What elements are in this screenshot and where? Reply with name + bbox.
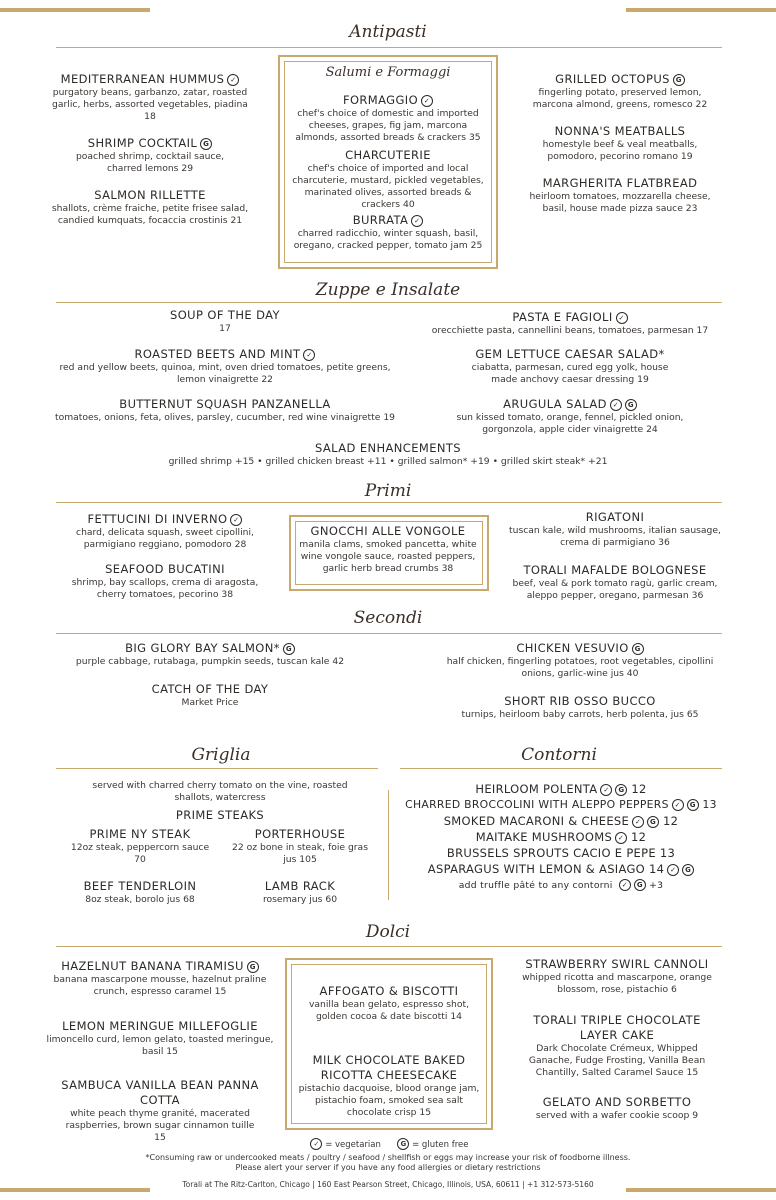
item-desc: banana mascarpone mousse, hazelnut praline crunch, espresso caramel 15: [53, 974, 267, 997]
item-desc: 22 oz bone in steak, foie gras jus 105: [232, 842, 368, 865]
divider: [56, 633, 722, 634]
item-name: MARGHERITA FLATBREAD: [542, 176, 698, 190]
menu-item: [45, 959, 275, 998]
item-desc: white peach thyme granité, macerated raspberries, brown sugar cinnamon tuille 15: [65, 1108, 255, 1143]
item-desc: turnips, heirloom baby carrots, herb polenta, jus 65: [461, 709, 699, 720]
item-name: LEMON MERINGUE MILLEFOGLIE: [62, 1019, 258, 1033]
item-price: 12: [631, 830, 647, 844]
contorni-item: [400, 861, 722, 877]
item-name: GEM LETTUCE CAESAR SALAD*: [475, 347, 665, 361]
item-desc: shrimp, bay scallops, crema di aragosta, cherry tomatoes, pecorino 38: [71, 577, 259, 600]
item-desc: whipped ricotta and mascarpone, orange blossom, rose, pistachio 6: [522, 972, 712, 995]
vegetarian-icon: ✓: [310, 1138, 322, 1150]
menu-item: [65, 827, 215, 866]
item-name: BURRATA: [352, 213, 409, 227]
item-name: SALMON RILLETTE: [94, 188, 206, 202]
menu-item: [110, 682, 310, 709]
section-title-dolci: Dolci: [365, 922, 411, 942]
item-name: GRILLED OCTOPUS: [555, 72, 670, 86]
menu-item: [40, 72, 260, 123]
item-name: CHARRED BROCCOLINI WITH ALEPPO PEPPERS: [405, 798, 669, 811]
vegetarian-icon: ✓: [227, 74, 239, 86]
item-name: ARUGULA SALAD: [503, 397, 607, 411]
item-name: PRIME NY STEAK: [89, 827, 191, 841]
item-name: PASTA E FAGIOLI: [512, 310, 613, 324]
item-name: SHORT RIB OSSO BUCCO: [504, 694, 656, 708]
item-desc: poached shrimp, cocktail sauce, charred lemons 29: [75, 151, 225, 174]
vegetarian-icon: ✓: [230, 514, 242, 526]
section-title-zuppe: Zuppe e Insalate: [315, 280, 461, 300]
menu-item: [48, 188, 252, 227]
gluten-free-icon: G: [397, 1138, 409, 1150]
item-price: 13: [702, 798, 717, 811]
menu-item: [60, 641, 360, 668]
vegetarian-icon: ✓: [615, 832, 627, 844]
item-desc: red and yellow beets, quinoa, mint, oven dried tomatoes, petite greens, lemon vinaigrette 22: [59, 362, 391, 385]
item-name: ASPARAGUS WITH LEMON & ASIAGO 14: [427, 862, 665, 876]
section-title-contorni: Contorni: [521, 745, 597, 765]
item-name: RIGATONI: [585, 510, 645, 524]
gluten-free-icon: G: [625, 399, 637, 411]
gluten-free-icon: G: [682, 864, 694, 876]
vegetarian-icon: ✓: [632, 816, 644, 828]
vegetarian-icon: ✓: [667, 864, 679, 876]
gluten-free-icon: G: [632, 643, 644, 655]
menu-item: [290, 93, 486, 144]
gluten-free-icon: G: [687, 799, 699, 811]
item-desc: tomatoes, onions, feta, olives, parsley, cucumber, red wine vinaigrette 19: [54, 412, 396, 423]
item-desc: served with a wafer cookie scoop 9: [535, 1110, 699, 1121]
item-name: FORMAGGIO: [342, 93, 419, 107]
item-desc: tuscan kale, wild mushrooms, italian sausage, crema di parmigiano 36: [509, 525, 721, 548]
item-name: LAMB RACK: [264, 879, 336, 893]
menu-item: [100, 441, 676, 468]
menu-item: [512, 957, 722, 996]
section-title-griglia: Griglia: [191, 745, 251, 765]
menu-item: [450, 397, 690, 436]
contorni-item: [400, 845, 722, 861]
item-price: 12: [663, 814, 679, 828]
item-desc: manila clams, smoked pancetta, white wine vongole sauce, roasted peppers, garlic herb bread crumbs 38: [299, 539, 477, 574]
gluten-free-icon: G: [634, 879, 646, 891]
menu-item: [60, 879, 220, 906]
item-desc: rosemary jus 60: [262, 894, 338, 905]
menu-item: [460, 347, 680, 386]
item-desc: charred radicchio, winter squash, basil, oregano, cracked pepper, tomato jam 25: [293, 228, 483, 251]
item-desc: beef, veal & pork tomato ragù, garlic cream, aleppo pepper, oregano, parmesan 36: [512, 578, 718, 601]
vegetarian-icon: ✓: [303, 349, 315, 361]
item-name: GELATO AND SORBETTO: [542, 1095, 692, 1109]
item-name: FETTUCINI DI INVERNO: [87, 512, 228, 526]
item-name: CATCH OF THE DAY: [151, 682, 269, 696]
menu-item: [296, 1053, 482, 1119]
vegetarian-icon: ✓: [616, 312, 628, 324]
item-desc: pistachio dacquoise, blood orange jam, pistachio foam, smoked sea salt chocolate crisp 15: [298, 1083, 480, 1118]
menu-item: [520, 176, 720, 215]
item-desc: sun kissed tomato, orange, fennel, pickled onion, gorgonzola, apple cider vinaigrette 24: [456, 412, 684, 435]
item-name: GNOCCHI ALLE VONGOLE: [310, 524, 466, 538]
item-desc: grilled shrimp +15 • grilled chicken breast +11 • grilled salmon* +19 • grilled skirt steak* +21: [168, 456, 608, 467]
menu-item: [527, 1013, 707, 1079]
legend: [0, 1138, 776, 1150]
section-title-secondi: Secondi: [353, 608, 423, 628]
legend-veg: = vegetarian: [325, 1140, 381, 1150]
menu-item: [100, 308, 350, 335]
item-name: add truffle pâté to any contorni: [458, 880, 613, 891]
menu-item: [420, 310, 720, 337]
menu-item: [500, 510, 730, 549]
footer-address: Torali at The Ritz-Carlton, Chicago | 160 East Pearson Street, Chicago, Illinois, USA, 60611 | +1 312-573-5160: [182, 1180, 594, 1189]
vegetarian-icon: ✓: [411, 215, 423, 227]
item-name: BUTTERNUT SQUASH PANZANELLA: [119, 397, 331, 411]
item-desc: limoncello curd, lemon gelato, toasted meringue, basil 15: [46, 1034, 274, 1057]
item-desc: heirloom tomatoes, mozzarella cheese, basil, house made pizza sauce 23: [529, 191, 711, 214]
gluten-free-icon: G: [673, 74, 685, 86]
divider: [56, 768, 378, 769]
prime-steaks-heading: [120, 808, 320, 823]
item-name: TORALI TRIPLE CHOCOLATE LAYER CAKE: [533, 1013, 701, 1042]
menu-item: [527, 1095, 707, 1122]
item-name: MAITAKE MUSHROOMS: [475, 830, 613, 844]
gluten-free-icon: G: [647, 816, 659, 828]
divider: [56, 302, 722, 303]
item-desc: 12oz steak, peppercorn sauce 70: [70, 842, 210, 865]
item-name: CHICKEN VESUVIO: [516, 641, 629, 655]
divider: [56, 47, 722, 48]
menu-item: [290, 148, 486, 211]
item-name: CHARCUTERIE: [345, 148, 431, 162]
menu-item: [45, 397, 405, 424]
item-name: MEDITERRANEAN HUMMUS: [60, 72, 225, 86]
gluten-free-icon: G: [200, 138, 212, 150]
menu-item: [296, 984, 482, 1023]
item-desc: Dark Chocolate Crémeux, Whipped Ganache, Fudge Frosting, Vanilla Bean Chantilly, Salted Caramel Sauce 15: [528, 1043, 706, 1078]
gluten-free-icon: G: [247, 961, 259, 973]
item-desc: shallots, crème fraiche, petite frisee salad, candied kumquats, focaccia crostinis 21: [51, 203, 249, 226]
legend-gf: = gluten free: [412, 1140, 469, 1150]
divider: [400, 768, 722, 769]
contorni-item: [378, 797, 744, 813]
item-name: SHRIMP COCKTAIL: [87, 136, 198, 150]
item-desc: Market Price: [181, 697, 239, 708]
item-desc: fingerling potato, preserved lemon, marcona almond, greens, romesco 22: [532, 87, 708, 110]
vegetarian-icon: ✓: [672, 799, 684, 811]
item-desc: 8oz steak, borolo jus 68: [85, 894, 195, 905]
menu-item: [298, 524, 478, 575]
menu-item: [60, 512, 270, 551]
menu-item: [225, 827, 375, 866]
item-name: PORTERHOUSE: [254, 827, 346, 841]
item-desc: chard, delicata squash, sweet cipollini, parmigiano reggiano, pomodoro 28: [76, 527, 254, 550]
gluten-free-icon: G: [283, 643, 295, 655]
item-name: BRUSSELS SPROUTS CACIO E PEPE 13: [446, 846, 676, 860]
item-desc: chef's choice of domestic and imported cheeses, grapes, fig jam, marcona almonds, assorted breads & crackers 35: [295, 108, 481, 143]
menu-item: [60, 136, 240, 175]
item-price: 12: [631, 782, 647, 796]
menu-item: [60, 562, 270, 601]
item-name: HAZELNUT BANANA TIRAMISU: [61, 959, 244, 973]
item-name: SALAD ENHANCEMENTS: [314, 441, 462, 455]
corner-accent: [0, 8, 150, 12]
menu-item: [60, 1078, 260, 1144]
item-name: SEAFOOD BUCATINI: [105, 562, 225, 576]
corner-accent: [626, 8, 776, 12]
item-price: 18: [144, 111, 156, 122]
vegetarian-icon: ✓: [610, 399, 622, 411]
item-name: TORALI MAFALDE BOLOGNESE: [523, 563, 707, 577]
intro-text: served with charred cherry tomato on the vine, roasted shallots, watercress: [92, 780, 348, 803]
vegetarian-icon: ✓: [619, 879, 631, 891]
box-title: Salumi e Formaggi: [325, 65, 451, 80]
menu-item: [500, 563, 730, 602]
item-name: SOUP OF THE DAY: [170, 308, 280, 322]
vegetarian-icon: ✓: [600, 784, 612, 796]
item-desc: 17: [219, 323, 231, 334]
item-desc: purgatory beans, garbanzo, zatar, roasted garlic, herbs, assorted vegetables, piadina: [52, 87, 248, 110]
box-content: [288, 67, 488, 79]
menu-item: [440, 694, 720, 721]
item-desc: homestyle beef & veal meatballs, pomodoro, pecorino romano 19: [542, 139, 698, 162]
item-desc: half chicken, fingerling potatoes, root vegetables, cipollini onions, garlic-wine jus 40: [446, 656, 714, 679]
gluten-free-icon: G: [615, 784, 627, 796]
item-name: SAMBUCA VANILLA BEAN PANNA COTTA: [61, 1078, 259, 1107]
item-name: AFFOGATO & BISCOTTI: [319, 984, 459, 998]
contorni-item: [400, 813, 722, 829]
item-desc: vanilla bean gelato, espresso shot, golden cocoa & date biscotti 14: [308, 999, 470, 1022]
item-name: BIG GLORY BAY SALMON*: [125, 641, 280, 655]
item-desc: chef's choice of imported and local charcuterie, mustard, pickled vegetables, marinated olives, assorted breads & crackers 40: [292, 163, 484, 210]
menu-item: [55, 347, 395, 386]
item-name: MILK CHOCOLATE BAKED RICOTTA CHEESECAKE: [312, 1053, 466, 1082]
item-name: SMOKED MACARONI & CHEESE: [443, 814, 630, 828]
item-name: BEEF TENDERLOIN: [83, 879, 197, 893]
item-price: +3: [649, 880, 664, 891]
item-desc: purple cabbage, rutabaga, pumpkin seeds, tuscan kale 42: [75, 656, 345, 667]
item-name: HEIRLOOM POLENTA: [475, 782, 598, 796]
item-name: NONNA'S MEATBALLS: [554, 124, 686, 138]
footer-allergy: Please alert your server if you have any food allergies or dietary restrictions: [235, 1163, 541, 1172]
item-name: ROASTED BEETS AND MINT: [134, 347, 301, 361]
contorni-item: [400, 829, 722, 845]
contorni-item: [400, 781, 722, 797]
contorni-item: [400, 878, 722, 894]
section-title-primi: Primi: [364, 481, 412, 501]
footer-warning: *Consuming raw or undercooked meats / poultry / seafood / shellfish or eggs may increase your risk of foodborne illness.: [145, 1153, 631, 1162]
item-name: STRAWBERRY SWIRL CANNOLI: [525, 957, 709, 971]
menu-item: [45, 1019, 275, 1058]
menu-item: [525, 72, 715, 111]
menu-item: [525, 124, 715, 163]
item-desc: ciabatta, parmesan, cured egg yolk, house made anchovy caesar dressing 19: [471, 362, 669, 385]
griglia-intro: [90, 780, 350, 804]
section-title-antipasti: Antipasti: [349, 22, 427, 42]
divider: [56, 502, 722, 503]
heading-text: PRIME STEAKS: [175, 808, 265, 822]
vegetarian-icon: ✓: [421, 95, 433, 107]
divider: [56, 946, 722, 947]
menu-item: [225, 879, 375, 906]
item-desc: orecchiette pasta, cannellini beans, tomatoes, parmesan 17: [431, 325, 709, 336]
menu-item: [440, 641, 720, 680]
menu-item: [290, 213, 486, 252]
